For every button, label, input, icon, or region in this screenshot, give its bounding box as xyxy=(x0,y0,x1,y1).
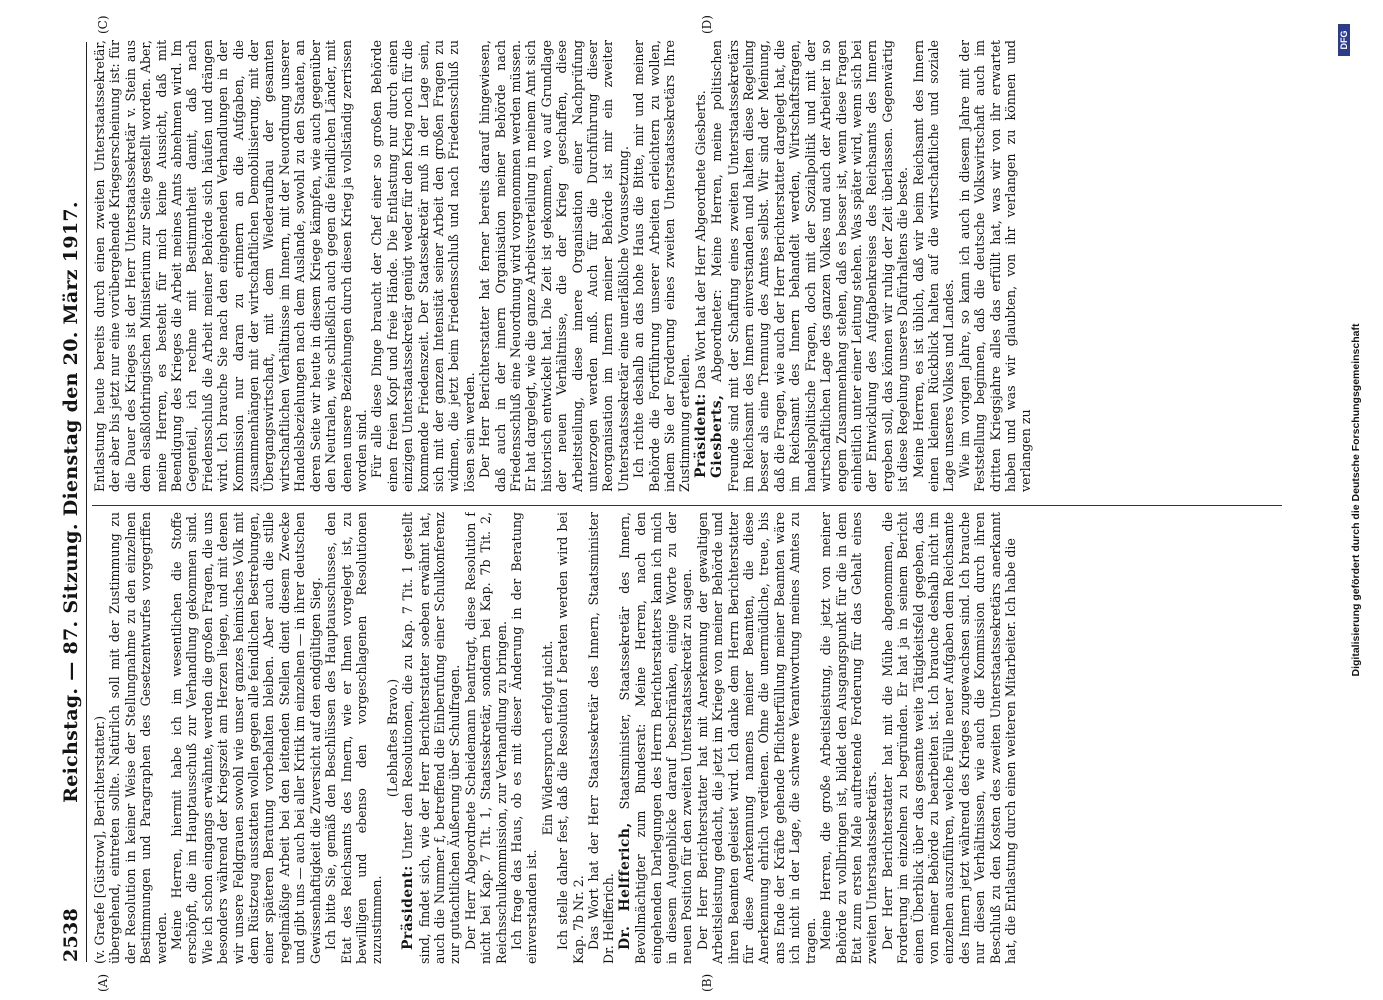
left-column xyxy=(92,512,1287,964)
paragraph-giesberts xyxy=(709,40,910,492)
speech-text: Staatsminister, Staatssekretär des Innern, Bevollmächtigter zum Bundesrat: Meine Herren, nach den eingehenden Darlegungen des Herrn Berichterstatters kann ich mich in diesem Augenblicke darauf beschränken, einige Worte zu der neuen Position für den zweiten Unterstaatssekretär zu sagen. xyxy=(616,512,695,964)
paragraph: Meine Herren, es ist üblich, daß wir beim Reichsamt des Innern einen kleinen Rückblick halten auf die wirtschaftliche und soziale Lage unseres Volkes und Landes. xyxy=(910,40,957,492)
margin-mark-c: (C) xyxy=(96,15,110,34)
margin-mark-d: (D) xyxy=(700,15,714,34)
paragraph-helfferich xyxy=(617,512,695,964)
digitization-credit: Digitalisierung gefördert durch die Deutsche Forschungsgemeinschaft xyxy=(1350,323,1362,677)
paragraph: Der Herr Berichterstatter hat ferner bereits darauf hingewiesen, daß auch in der innern Organisation meiner Behörde nach Friedensschluß eine Neuordnung wird vorgenommen werden müssen. Er hat dargelegt, wie die ganze Arbeitsverteilung in meinem Amt sich historisch entwickelt hat. Die Zeit ist gekommen, wo auf Grundlage der neuen Verhältnisse, die der Krieg geschaffen, diese Arbeitsteilung, diese innere Organisation einer Nachprüfung unterzogen werden muß. Auch für die Durchführung dieser Reorganisation im Innern meiner Behörde ist mir ein zweiter Unterstaatssekretär eine unerläßliche Voraussetzung. xyxy=(477,40,631,492)
paragraph: Entlastung heute bereits durch einen zweiten Unterstaatssekretär, der aber bis jetzt nur eine vorübergehende Kriegserscheinung ist: für die Dauer des Krieges ist der Herr Unterstaatssekretär v. Stein aus dem elsaßlothringischen Ministerium zur Seite gestellt worden. Aber, meine Herren, es besteht für mich keine Aussicht, daß mit Beendigung des Krieges die Arbeit meines Amts abnehmen wird. Im Gegenteil, ich rechne mit Bestimmtheit damit, daß nach Friedensschluß die Arbeit meiner Behörde sich häufen und drängen wird. Ich brauche Sie nach den eingehenden Verhandlungen in der Kommission nur daran zu erinnern an die Aufgaben, die zusammenhängen mit der wirtschaftlichen Demobilisierung, mit der Übergangswirtschaft, mit dem Wiederaufbau der gesamten wirtschaftlichen Verhältnisse im Innern, mit der Neuordnung unserer Handelsbeziehungen nach dem Auslande, sowohl zu den Staaten, an deren Seite wir heute in diesem Kriege kämpfen, wie auch gegenüber den Neutralen, wie schließlich auch gegen die feindlichen Länder, mit denen unsere Beziehungen durch diesen Krieg ja vollständig zerrissen worden sind. xyxy=(92,40,369,492)
paragraph: Ich richte deshalb an das hohe Haus die Bitte, mir und meiner Behörde die Fortführung unserer Arbeiten erleichtern zu wollen, indem Sie der Forderung eines zweiten Unterstaatssekretärs Ihre Zustimmung erteilen. xyxy=(631,40,693,492)
paragraph: Wie im vorigen Jahre, so kann ich auch in diesem Jahre mit der Feststellung beginnen, daß die deutsche Volkswirtschaft auch im dritten Kriegsjahre alles das erfüllt hat, was wir von ihr erwartet haben und was wir glaubten, von ihr verlangen zu können und verlangen zu xyxy=(956,40,1034,492)
paragraph: Ich bitte Sie, gemäß den Beschlüssen des Hauptausschusses, den Etat des Reichsamts des Innern, wie er Ihnen vorgelegt ist, zu bewilligen und ebenso den vorgeschlagenen Resolutionen zuzustimmen. xyxy=(323,512,385,964)
paragraph: Der Herr Berichterstatter hat mit die Mühe abgenommen, die Forderung im einzelnen zu begründen. Er hat ja in seinem Bericht einen Überblick über das gesamte weite Tätigkeitsfeld gegeben, das von meiner Behörde zu bearbeiten ist. Ich brauche deshalb nicht im einzelnen auszuführen, welche Fülle neuer Aufgaben dem Reichsamte des Innern jetzt während des Krieges zugewachsen sind. Ich brauche nur diesen Verhältnissen, wie auch die Kommission durch ihren Beschluß zu den Kosten des zweiten Unterstaatssekretärs anerkannt hat, die Entlastung durch einen weiteren Mitarbeiter. Ich habe die xyxy=(879,512,1018,964)
paragraph: Ein Widerspruch erfolgt nicht. xyxy=(539,640,555,836)
column-divider xyxy=(92,505,1282,506)
paragraph: Das Wort hat der Herr Staatssekretär des Innern, Staatsminister Dr. Helfferich. xyxy=(586,512,617,964)
paragraph: Meine Herren, die große Arbeitsleistung, die jetzt von meiner Behörde zu vollbringen ist, bildet den Ausgangspunkt für die in dem Etat zum ersten Male auftretende Forderung für das Gehalt eines zweiten Unterstaatssekretärs. xyxy=(818,512,880,964)
paragraph: Für alle diese Dinge braucht der Chef einer so großen Behörde einen freien Kopf und freie Hände. Die Entlastung nur durch einen einzigen Unterstaatssekretär genügt weder für den Krieg noch für die kommende Friedenszeit. Der Staatssekretär muß in der Lage sein, sich mit der ganzen Intensität seiner Arbeit den großen Fragen zu widmen, die jetzt beim Friedensschluß und nach Friedensschluß zu lösen sein werden. xyxy=(369,40,477,492)
speaker-label: Präsident: xyxy=(692,393,709,478)
paragraph: Meine Herren, hiermit habe ich im wesentlichen die Stoffe erschöpft, die im Hauptausschuß zur Verhandlung gekommen sind. Wie ich schon eingangs erwähnte, werden die großen Fragen, die uns besonders während der Kriegszeit am Herzen liegen, und mit denen wir unsere Feldgrauen sowohl wie unser ganzes heimisches Volk mit dem Rüstzeug ausstatten wollen gegen alle feindlichen Bestrebungen, einer späteren Beratung vorbehalten bleiben. Aber auch die stille regelmäßige Arbeit bei den leitenden Stellen dient diesem Zwecke und gibt uns — auch bei aller Kritik im einzelnen — in ihrer deutschen Gewissenhaftigkeit die Zuversicht auf den endgültigen Sieg. xyxy=(169,512,323,964)
applause-note: (Lebhaftes Bravo.) xyxy=(384,678,400,798)
speech-text: Abgeordneter: Meine Herren, meine politischen Freunde sind mit der Schaffung eines zweiten Unterstaatssekretärs im Reichsamt des Innern einverstanden und halten diese Regelung besser als eine Trennung des Amtes selbst. Wir sind der Meinung, daß die Fragen, wie auch der Herr Berichterstatter dargelegt hat, die im Reichsamt des Innern behandelt werden, Wirtschaftsfragen, handelspolitische Fragen, doch mit der Sozialpolitik und mit der wirtschaftlichen Lage des ganzen Volkes und auch der Arbeiter in so engem Zusammenhang stehen, daß es besser ist, wenn diese Fragen einheitlich unter einer Leitung stehen. Was später wird, wenn sich bei der Entwicklung des Aufgabenkreises des Reichsamts des Innern ergeben soll, das können wir ruhig der Zeit überlassen. Gegenwärtig ist diese Regelung unseres Dafürhaltens die beste. xyxy=(709,40,911,492)
speaker-label: Präsident: xyxy=(400,865,417,950)
page-title: Reichstag. — 87. Sitzung. Dienstag den 20. März 1917. xyxy=(60,201,82,803)
margin-mark-b: (B) xyxy=(700,973,714,992)
page-header xyxy=(58,42,87,962)
paragraph-president xyxy=(693,40,709,492)
speech-text: Das Wort hat der Herr Abgeordnete Giesberts. xyxy=(692,90,708,390)
paragraph: Der Herr Berichterstatter hat mit Anerkennung der gewaltigen Arbeitsleistung gedacht, die jetzt im Kriege von meiner Behörde und ihren Beamten geleistet wird. Ich danke dem Herrn Berichterstatter für diese Anerkennung namens meiner Beamten, die diese Anerkennung ehrlich verdienen. Ohne die unermüdliche, treue, bis ans Ende der Kräfte gehende Pflichterfüllung meiner Beamten wäre ich nicht in der Lage, die schwere Verantwortung meines Amtes zu tragen. xyxy=(694,512,818,964)
speaker-label: Giesberts, xyxy=(709,394,726,478)
paragraph: Der Herr Abgeordnete Scheidemann beantragt, diese Resolution f nicht bei Kap. 7 Tit. 1, Staatssekretär, sondern bei Kap. 7b Tit. 2, Reichsschulkommission, zur Verhandlung zu bringen. xyxy=(462,512,509,964)
speaker-label: Dr. Helfferich, xyxy=(616,822,633,950)
paragraph-president xyxy=(400,512,463,964)
page-number: 2538 xyxy=(60,907,82,962)
speaker-note: (v. Graefe [Güstrow], Berichterstatter.) xyxy=(92,715,107,964)
dfg-logo: DFG xyxy=(1338,24,1350,56)
paragraph: Ich stelle daher fest, daß die Resolution f beraten werden wird bei Kap. 7b Nr. 2. xyxy=(555,512,586,964)
margin-mark-a: (A) xyxy=(96,973,110,992)
paragraph: Ich frage das Haus, ob es mit dieser Änderung in der Beratung einverstanden ist. xyxy=(508,512,540,964)
speech-text: Unter den Resolutionen, die zu Kap. 7 Tit. 1 gestellt sind, findet sich, wie der Herr Berichterstatter soeben erwähnt hat, auch die Nummer f, betreffend die Einberufung einer Schulkonferenz zur gutachtlichen Äußerung über Schulfragen. xyxy=(400,512,463,964)
paragraph: übergehend, eintreten sollte. Natürlich soll mit der Zustimmung zu der Resolution in keiner Weise der Stellungnahme zu den einzelnen Bestimmungen und Paragraphen des Gesetzentwurfes vorgegriffen werden. xyxy=(107,512,169,964)
right-column xyxy=(92,40,1287,492)
